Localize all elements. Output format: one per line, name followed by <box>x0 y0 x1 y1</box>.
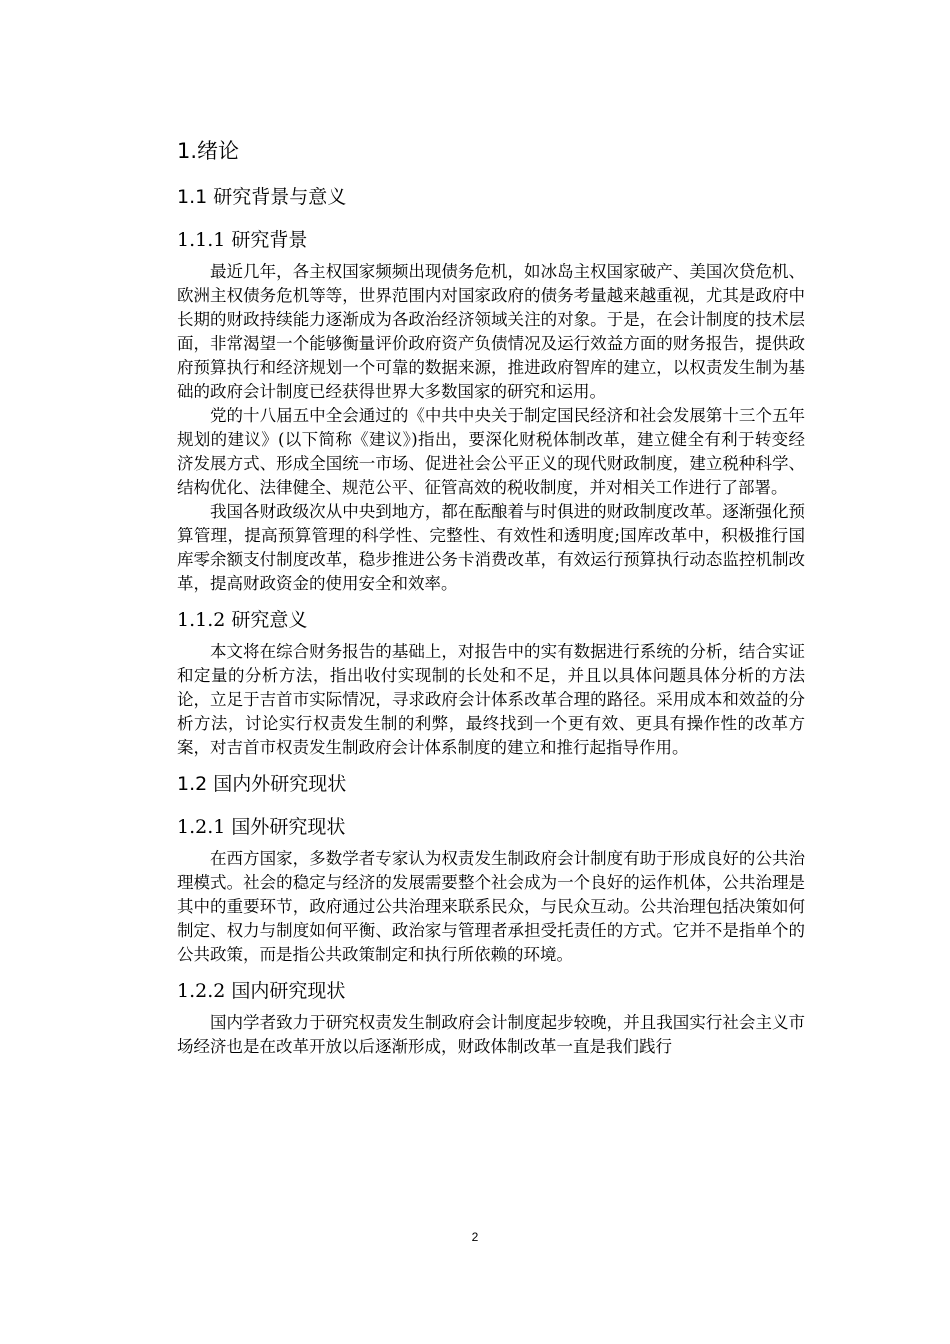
chapter-heading: 1.绪论 <box>177 139 240 163</box>
paragraph-domestic-research: 国内学者致力于研究权责发生制政府会计制度起步较晚，并且我国实行社会主义市场经济也是在改革开放以后逐渐形成，财政体制改革一直是我们践行 <box>177 1013 805 1056</box>
subsection-heading-1-1-2: 1.1.2 研究意义 <box>177 609 308 631</box>
paragraph-background-2: 党的十八届五中全会通过的《中共中央关于制定国民经济和社会发展第十三个五年规划的建议》(以下简称《建议》)指出，要深化财税体制改革，建立健全有利于转变经济发展方式、形成全国统一市场、促进社会公平正义的现代财政制度，建立税种科学、结构优化、法律健全、规范公平、征管高效的税收制度，并对相关工作进行了部署。 <box>177 406 805 497</box>
page-number: 2 <box>471 1230 479 1244</box>
section-heading-1-2: 1.2 国内外研究现状 <box>177 773 347 795</box>
paragraph-foreign-research: 在西方国家，多数学者专家认为权责发生制政府会计制度有助于形成良好的公共治理模式。社会的稳定与经济的发展需要整个社会成为一个良好的运作机体，公共治理是其中的重要环节，政府通过公共治理来联系民众，与民众互动。公共治理包括决策如何制定、权力与制度如何平衡、政治家与管理者承担受托责任的方式。它并不是指单个的公共政策，而是指公共政策制定和执行所依赖的环境。 <box>177 849 805 964</box>
subsection-heading-1-1-1: 1.1.1 研究背景 <box>177 229 308 251</box>
paragraph-significance: 本文将在综合财务报告的基础上，对报告中的实有数据进行系统的分析，结合实证和定量的分析方法，指出收付实现制的长处和不足，并且以具体问题具体分析的方法论，立足于吉首市实际情况，寻求政府会计体系改革合理的路径。采用成本和效益的分析方法，讨论实行权责发生制的利弊，最终找到一个更有效、更具有操作性的改革方案，对吉首市权责发生制政府会计体系制度的建立和推行起指导作用。 <box>177 642 805 757</box>
paragraph-background-3: 我国各财政级次从中央到地方，都在酝酿着与时俱进的财政制度改革。逐渐强化预算管理，提高预算管理的科学性、完整性、有效性和透明度;国库改革中，积极推行国库零余额支付制度改革，稳步推进公务卡消费改革，有效运行预算执行动态监控机制改革，提高财政资金的使用安全和效率。 <box>177 502 805 593</box>
section-heading-1-1: 1.1 研究背景与意义 <box>177 186 347 208</box>
paragraph-background-1: 最近几年，各主权国家频频出现债务危机，如冰岛主权国家破产、美国次贷危机、欧洲主权债务危机等等，世界范围内对国家政府的债务考量越来越重视，尤其是政府中长期的财政持续能力逐渐成为各政治经济领域关注的对象。于是，在会计制度的技术层面，非常渴望一个能够衡量评价政府资产负债情况及运行效益方面的财务报告，提供政府预算执行和经济规划一个可靠的数据来源，推进政府智库的建立，以权责发生制为基础的政府会计制度已经获得世界大多数国家的研究和运用。 <box>177 262 805 401</box>
subsection-heading-1-2-1: 1.2.1 国外研究现状 <box>177 816 346 838</box>
page-body <box>177 136 805 1059</box>
subsection-heading-1-2-2: 1.2.2 国内研究现状 <box>177 980 346 1002</box>
